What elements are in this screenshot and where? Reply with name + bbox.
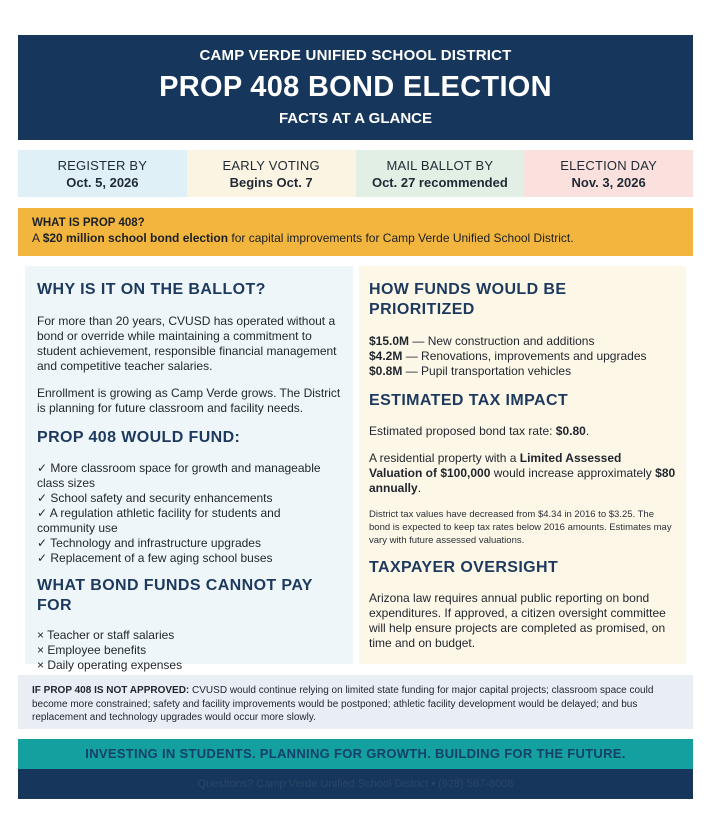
tagline-banner: INVESTING IN STUDENTS. PLANNING FOR GROWTH. BUILDING FOR THE FUTURE. xyxy=(18,739,693,769)
why-heading: WHY IS IT ON THE BALLOT? xyxy=(37,281,266,298)
priority-amount: $4.2M xyxy=(369,349,403,363)
list-item xyxy=(369,334,676,349)
not-approved-section xyxy=(18,675,693,729)
two-columns xyxy=(18,266,693,672)
tax-rate xyxy=(369,424,676,439)
not-approved-label: IF PROP 408 IS NOT APPROVED: xyxy=(32,685,190,696)
left-column xyxy=(25,266,353,672)
tax-rate-suffix: . xyxy=(585,424,590,438)
cannot-heading: WHAT BOND FUNDS CANNOT PAY FOR xyxy=(37,577,313,614)
date-label: REGISTER BY xyxy=(57,158,148,173)
fund-heading: PROP 408 WOULD FUND: xyxy=(37,429,241,446)
fund-list xyxy=(37,461,341,566)
residential-impact xyxy=(369,451,676,496)
date-label: MAIL BALLOT BY xyxy=(386,158,494,173)
date-mail-ballot xyxy=(356,150,525,197)
fact-sheet xyxy=(18,35,693,799)
list-item: ✓ A regulation athletic facility for students and community use xyxy=(37,506,281,535)
priorities-list xyxy=(369,334,676,379)
key-dates xyxy=(18,150,693,197)
date-label: ELECTION DAY xyxy=(560,158,658,173)
what-is-question: WHAT IS PROP 408? xyxy=(32,217,145,229)
cannot-list xyxy=(37,628,341,673)
why-paragraph-2: Enrollment is growing as Camp Verde grows. The District is planning for future classroom and facility needs. xyxy=(37,386,341,415)
date-register xyxy=(18,150,187,197)
date-label: EARLY VOTING xyxy=(222,158,320,173)
right-column xyxy=(359,266,686,664)
res-annual: $80 annually xyxy=(369,466,676,495)
list-item: × Employee benefits xyxy=(37,643,147,657)
list-item: ✓ School safety and security enhancements xyxy=(37,491,273,505)
list-item: ✓ Replacement of a few aging school buses xyxy=(37,551,273,565)
priorities-heading: HOW FUNDS WOULD BE PRIORITIZED xyxy=(369,281,567,318)
page-subtitle: FACTS AT A GLANCE xyxy=(278,110,433,127)
priority-amount: $0.8M xyxy=(369,364,403,378)
tax-rate-value: $0.80 xyxy=(555,424,586,438)
not-approved-text: CVUSD would continue relying on limited state funding for major capital projects; classroom space could become more constrained; safety and facility improvements would be postponed; athletic facility development would be delayed; and bus replacement and technology upgrades would occur more slowly. xyxy=(32,685,654,723)
district-name: CAMP VERDE UNIFIED SCHOOL DISTRICT xyxy=(199,47,512,64)
res-suffix: . xyxy=(417,481,422,495)
what-is-rest: for capital improvements for Camp Verde Unified School District. xyxy=(228,231,574,245)
priority-text: — Pupil transportation vehicles xyxy=(402,364,572,378)
res-valuation: Limited Assessed Valuation of $100,000 xyxy=(369,451,622,480)
what-is-prefix: A xyxy=(32,231,43,245)
what-is-answer xyxy=(32,231,679,246)
priority-text: — New construction and additions xyxy=(409,334,595,348)
date-value: Nov. 3, 2026 xyxy=(571,175,646,190)
list-item: ✓ Technology and infrastructure upgrades xyxy=(37,536,261,550)
date-value: Oct. 27 recommended xyxy=(371,175,508,190)
date-early-voting xyxy=(187,150,356,197)
list-item: ✓ More classroom space for growth and manageable class sizes xyxy=(37,461,321,490)
date-value: Oct. 5, 2026 xyxy=(66,175,139,190)
res-prefix: A residential property with a xyxy=(369,451,520,465)
res-mid: would increase approximately xyxy=(490,466,656,480)
what-is-section xyxy=(18,208,693,256)
priority-amount: $15.0M xyxy=(369,334,410,348)
page-title: PROP 408 BOND ELECTION xyxy=(159,71,552,103)
date-value: Begins Oct. 7 xyxy=(229,175,313,190)
tax-rate-prefix: Estimated proposed bond tax rate: xyxy=(369,424,556,438)
list-item: × Daily operating expenses xyxy=(37,658,183,672)
priority-text: — Renovations, improvements and upgrades xyxy=(402,349,647,363)
oversight-paragraph: Arizona law requires annual public reporting on bond expenditures. If approved, a citizen oversight committee will help ensure projects are completed as promised, on time and on budget. xyxy=(369,591,666,650)
tax-note: District tax values have decreased from $4.34 in 2016 to $3.25. The bond is expected to keep tax rates below 2016 amounts. Estimates may vary with future assessed valuations. xyxy=(369,509,672,546)
why-paragraph-1: For more than 20 years, CVUSD has operated without a bond or override while maintaining a commitment to student achievement, responsible financial management and competitive teacher salaries. xyxy=(37,314,337,373)
footer-contact: Questions? Camp Verde Unified School District • (928) 567-8008 xyxy=(18,769,693,799)
header xyxy=(18,35,693,140)
list-item xyxy=(369,349,676,364)
list-item: × Teacher or staff salaries xyxy=(37,628,175,642)
oversight-heading: TAXPAYER OVERSIGHT xyxy=(369,559,559,576)
date-election-day xyxy=(524,150,693,197)
what-is-bold: $20 million school bond election xyxy=(42,231,229,245)
list-item xyxy=(369,364,676,379)
tax-heading: ESTIMATED TAX IMPACT xyxy=(369,392,569,409)
